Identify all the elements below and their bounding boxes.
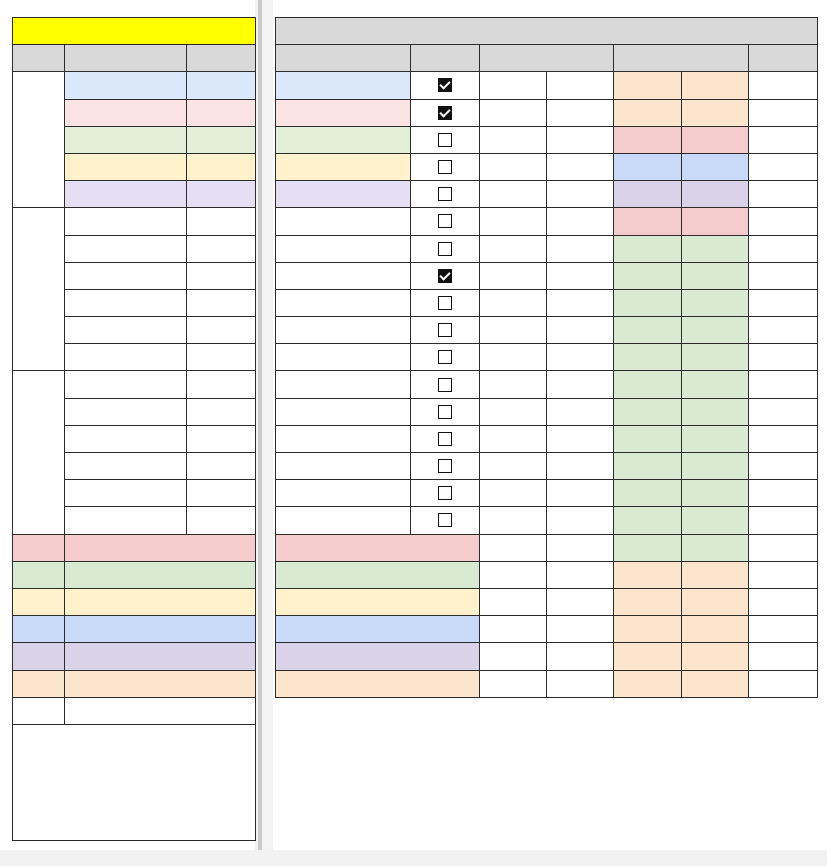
result-cell bbox=[411, 344, 480, 371]
table-row bbox=[276, 99, 818, 126]
summary-value bbox=[276, 561, 480, 588]
checkbox-icon[interactable] bbox=[438, 405, 452, 419]
total-label bbox=[13, 697, 65, 724]
content-b[interactable] bbox=[682, 670, 749, 697]
summary-label bbox=[13, 534, 65, 561]
table-row bbox=[276, 181, 818, 208]
time-start bbox=[480, 99, 547, 126]
table-row bbox=[276, 616, 818, 643]
item-value[interactable] bbox=[187, 480, 256, 507]
expense-cell[interactable] bbox=[749, 235, 818, 262]
item-value[interactable] bbox=[187, 235, 256, 262]
expense-cell[interactable] bbox=[749, 344, 818, 371]
content-b[interactable] bbox=[682, 344, 749, 371]
item-value[interactable] bbox=[187, 398, 256, 425]
result-cell bbox=[411, 181, 480, 208]
time-end bbox=[547, 670, 614, 697]
time-end bbox=[547, 588, 614, 615]
header-row bbox=[276, 45, 818, 72]
time-start bbox=[480, 425, 547, 452]
total-value bbox=[65, 697, 256, 724]
time-start bbox=[480, 507, 547, 534]
summary-row bbox=[13, 616, 256, 643]
header-result bbox=[411, 45, 480, 72]
checkbox-checked-icon[interactable] bbox=[438, 78, 452, 92]
summary-row bbox=[13, 534, 256, 561]
summary-value bbox=[276, 616, 480, 643]
table-row bbox=[276, 398, 818, 425]
time-start bbox=[480, 72, 547, 99]
table-row bbox=[276, 561, 818, 588]
item-value[interactable] bbox=[187, 153, 256, 180]
list-item bbox=[13, 208, 256, 235]
goal-cell[interactable] bbox=[276, 126, 411, 153]
checkbox-icon[interactable] bbox=[438, 486, 452, 500]
content-a[interactable] bbox=[614, 616, 682, 643]
checkbox-icon[interactable] bbox=[438, 350, 452, 364]
summary-value bbox=[65, 588, 256, 615]
item-value[interactable] bbox=[187, 344, 256, 371]
item-name[interactable] bbox=[65, 99, 187, 126]
content-b[interactable] bbox=[682, 126, 749, 153]
goal-cell[interactable] bbox=[276, 153, 411, 180]
sheet-title bbox=[13, 18, 256, 45]
item-name[interactable] bbox=[65, 425, 187, 452]
item-name[interactable] bbox=[65, 153, 187, 180]
diary-row bbox=[13, 724, 256, 840]
item-value[interactable] bbox=[187, 181, 256, 208]
content-b[interactable] bbox=[682, 289, 749, 316]
time-end bbox=[547, 507, 614, 534]
checkbox-icon[interactable] bbox=[438, 513, 452, 527]
time-end bbox=[547, 616, 614, 643]
time-end bbox=[547, 344, 614, 371]
content-a[interactable] bbox=[614, 534, 682, 561]
table-row bbox=[276, 480, 818, 507]
item-name[interactable] bbox=[65, 72, 187, 99]
goal-cell[interactable] bbox=[276, 99, 411, 126]
goal-cell[interactable] bbox=[276, 181, 411, 208]
total-row bbox=[13, 697, 256, 724]
title-row bbox=[13, 18, 256, 45]
content-b[interactable] bbox=[682, 643, 749, 670]
summary-value bbox=[65, 670, 256, 697]
checkbox-checked-icon[interactable] bbox=[438, 106, 452, 120]
summary-label bbox=[13, 670, 65, 697]
item-name[interactable] bbox=[65, 126, 187, 153]
result-cell bbox=[411, 262, 480, 289]
content-a[interactable] bbox=[614, 643, 682, 670]
item-name[interactable] bbox=[65, 262, 187, 289]
goal-cell[interactable] bbox=[276, 371, 411, 398]
time-start bbox=[480, 126, 547, 153]
time-start bbox=[480, 181, 547, 208]
goal-cell[interactable] bbox=[276, 289, 411, 316]
group-label bbox=[13, 208, 65, 371]
date-title bbox=[276, 18, 818, 45]
content-a[interactable] bbox=[614, 507, 682, 534]
time-end bbox=[547, 398, 614, 425]
time-end bbox=[547, 453, 614, 480]
expense-cell[interactable] bbox=[749, 371, 818, 398]
result-cell bbox=[411, 235, 480, 262]
table-row bbox=[276, 534, 818, 561]
item-value[interactable] bbox=[187, 126, 256, 153]
checkbox-icon[interactable] bbox=[438, 296, 452, 310]
goal-cell[interactable] bbox=[276, 453, 411, 480]
content-b[interactable] bbox=[682, 235, 749, 262]
item-value[interactable] bbox=[187, 507, 256, 534]
item-name[interactable] bbox=[65, 398, 187, 425]
item-name[interactable] bbox=[65, 208, 187, 235]
time-start bbox=[480, 670, 547, 697]
checkbox-icon[interactable] bbox=[438, 214, 452, 228]
time-start bbox=[480, 561, 547, 588]
table-row bbox=[276, 670, 818, 697]
expense-cell[interactable] bbox=[749, 317, 818, 344]
content-a[interactable] bbox=[614, 317, 682, 344]
time-start bbox=[480, 208, 547, 235]
expense-cell[interactable] bbox=[749, 262, 818, 289]
content-a[interactable] bbox=[614, 561, 682, 588]
time-end bbox=[547, 72, 614, 99]
time-start bbox=[480, 153, 547, 180]
table-row bbox=[276, 344, 818, 371]
time-start bbox=[480, 235, 547, 262]
table-row bbox=[276, 371, 818, 398]
time-end bbox=[547, 99, 614, 126]
expense-cell[interactable] bbox=[749, 208, 818, 235]
expense-cell[interactable] bbox=[749, 643, 818, 670]
time-start bbox=[480, 480, 547, 507]
summary-value bbox=[65, 616, 256, 643]
expense-cell[interactable] bbox=[749, 588, 818, 615]
item-value[interactable] bbox=[187, 262, 256, 289]
summary-label bbox=[13, 616, 65, 643]
expense-cell[interactable] bbox=[749, 99, 818, 126]
summary-row bbox=[13, 643, 256, 670]
item-value[interactable] bbox=[187, 425, 256, 452]
summary-label bbox=[13, 561, 65, 588]
table-row bbox=[276, 72, 818, 99]
table-row bbox=[276, 126, 818, 153]
item-value[interactable] bbox=[187, 453, 256, 480]
time-end bbox=[547, 208, 614, 235]
item-name[interactable] bbox=[65, 371, 187, 398]
time-end bbox=[547, 317, 614, 344]
content-a[interactable] bbox=[614, 588, 682, 615]
goal-cell[interactable] bbox=[276, 208, 411, 235]
summary-value bbox=[276, 643, 480, 670]
item-name[interactable] bbox=[65, 289, 187, 316]
table-row bbox=[276, 643, 818, 670]
list-item bbox=[13, 371, 256, 398]
goal-cell[interactable] bbox=[276, 317, 411, 344]
goal-cell[interactable] bbox=[276, 398, 411, 425]
time-start bbox=[480, 588, 547, 615]
checkbox-checked-icon[interactable] bbox=[438, 269, 452, 283]
time-end bbox=[547, 181, 614, 208]
content-a[interactable] bbox=[614, 262, 682, 289]
time-start bbox=[480, 453, 547, 480]
content-a[interactable] bbox=[614, 289, 682, 316]
content-b[interactable] bbox=[682, 588, 749, 615]
result-cell bbox=[411, 507, 480, 534]
result-cell bbox=[411, 371, 480, 398]
expense-cell[interactable] bbox=[749, 72, 818, 99]
checkbox-icon[interactable] bbox=[438, 432, 452, 446]
summary-row bbox=[13, 561, 256, 588]
result-cell bbox=[411, 126, 480, 153]
header-expense bbox=[749, 45, 818, 72]
item-value[interactable] bbox=[187, 99, 256, 126]
table-row bbox=[276, 235, 818, 262]
time-end bbox=[547, 371, 614, 398]
summary-value bbox=[276, 588, 480, 615]
header-2 bbox=[187, 45, 256, 72]
item-value[interactable] bbox=[187, 371, 256, 398]
time-start bbox=[480, 534, 547, 561]
time-start bbox=[480, 371, 547, 398]
right-panel-table bbox=[275, 17, 818, 698]
result-cell bbox=[411, 453, 480, 480]
expense-cell[interactable] bbox=[749, 480, 818, 507]
time-end bbox=[547, 262, 614, 289]
table-row bbox=[276, 208, 818, 235]
content-a[interactable] bbox=[614, 453, 682, 480]
table-row bbox=[276, 317, 818, 344]
header-0 bbox=[13, 45, 65, 72]
goal-cell[interactable] bbox=[276, 72, 411, 99]
summary-row bbox=[13, 588, 256, 615]
goal-cell[interactable] bbox=[276, 262, 411, 289]
expense-cell[interactable] bbox=[749, 425, 818, 452]
content-a[interactable] bbox=[614, 208, 682, 235]
list-item bbox=[13, 72, 256, 99]
time-end bbox=[547, 153, 614, 180]
expense-cell[interactable] bbox=[749, 153, 818, 180]
table-row bbox=[276, 153, 818, 180]
content-b[interactable] bbox=[682, 480, 749, 507]
expense-cell[interactable] bbox=[749, 616, 818, 643]
content-a[interactable] bbox=[614, 235, 682, 262]
content-b[interactable] bbox=[682, 153, 749, 180]
content-a[interactable] bbox=[614, 126, 682, 153]
item-name[interactable] bbox=[65, 181, 187, 208]
content-b[interactable] bbox=[682, 208, 749, 235]
item-name[interactable] bbox=[65, 317, 187, 344]
content-a[interactable] bbox=[614, 344, 682, 371]
table-row bbox=[276, 588, 818, 615]
result-cell bbox=[411, 398, 480, 425]
content-a[interactable] bbox=[614, 398, 682, 425]
content-b[interactable] bbox=[682, 371, 749, 398]
result-cell bbox=[411, 208, 480, 235]
checkbox-icon[interactable] bbox=[438, 187, 452, 201]
summary-label bbox=[13, 643, 65, 670]
content-b[interactable] bbox=[682, 72, 749, 99]
summary-value bbox=[65, 643, 256, 670]
content-b[interactable] bbox=[682, 453, 749, 480]
time-end bbox=[547, 643, 614, 670]
summary-value bbox=[276, 534, 480, 561]
expense-cell[interactable] bbox=[749, 453, 818, 480]
result-cell bbox=[411, 289, 480, 316]
time-end bbox=[547, 289, 614, 316]
content-b[interactable] bbox=[682, 425, 749, 452]
goal-cell[interactable] bbox=[276, 344, 411, 371]
checkbox-icon[interactable] bbox=[438, 378, 452, 392]
goal-cell[interactable] bbox=[276, 235, 411, 262]
time-start bbox=[480, 344, 547, 371]
item-value[interactable] bbox=[187, 72, 256, 99]
content-b[interactable] bbox=[682, 99, 749, 126]
time-end bbox=[547, 425, 614, 452]
goal-cell[interactable] bbox=[276, 480, 411, 507]
left-panel-table bbox=[12, 17, 256, 841]
content-b[interactable] bbox=[682, 262, 749, 289]
expense-cell[interactable] bbox=[749, 670, 818, 697]
sheet-gutter bbox=[255, 0, 273, 866]
item-value[interactable] bbox=[187, 208, 256, 235]
time-end bbox=[547, 480, 614, 507]
content-b[interactable] bbox=[682, 181, 749, 208]
summary-value bbox=[276, 670, 480, 697]
time-start bbox=[480, 289, 547, 316]
expense-cell[interactable] bbox=[749, 126, 818, 153]
expense-cell[interactable] bbox=[749, 181, 818, 208]
date-row bbox=[276, 18, 818, 45]
content-a[interactable] bbox=[614, 153, 682, 180]
time-start bbox=[480, 262, 547, 289]
expense-cell[interactable] bbox=[749, 561, 818, 588]
content-b[interactable] bbox=[682, 616, 749, 643]
content-a[interactable] bbox=[614, 72, 682, 99]
content-b[interactable] bbox=[682, 561, 749, 588]
table-row bbox=[276, 262, 818, 289]
content-a[interactable] bbox=[614, 670, 682, 697]
expense-cell[interactable] bbox=[749, 534, 818, 561]
item-name[interactable] bbox=[65, 453, 187, 480]
content-b[interactable] bbox=[682, 317, 749, 344]
item-name[interactable] bbox=[65, 235, 187, 262]
checkbox-icon[interactable] bbox=[438, 323, 452, 337]
content-b[interactable] bbox=[682, 507, 749, 534]
result-cell bbox=[411, 317, 480, 344]
gutter-divider bbox=[258, 0, 262, 866]
time-start bbox=[480, 616, 547, 643]
time-end bbox=[547, 534, 614, 561]
result-cell bbox=[411, 480, 480, 507]
header-goal bbox=[276, 45, 411, 72]
content-a[interactable] bbox=[614, 425, 682, 452]
result-cell bbox=[411, 99, 480, 126]
checkbox-icon[interactable] bbox=[438, 133, 452, 147]
summary-row bbox=[13, 670, 256, 697]
time-start bbox=[480, 398, 547, 425]
diary-label bbox=[13, 724, 256, 840]
content-b[interactable] bbox=[682, 398, 749, 425]
time-end bbox=[547, 126, 614, 153]
table-row bbox=[276, 507, 818, 534]
expense-cell[interactable] bbox=[749, 398, 818, 425]
table-row bbox=[276, 453, 818, 480]
item-name[interactable] bbox=[65, 480, 187, 507]
item-name[interactable] bbox=[65, 507, 187, 534]
group-label bbox=[13, 371, 65, 534]
content-a[interactable] bbox=[614, 181, 682, 208]
time-end bbox=[547, 561, 614, 588]
item-name[interactable] bbox=[65, 344, 187, 371]
checkbox-icon[interactable] bbox=[438, 459, 452, 473]
checkbox-icon[interactable] bbox=[438, 160, 452, 174]
header-content bbox=[614, 45, 749, 72]
summary-label bbox=[13, 588, 65, 615]
checkbox-icon[interactable] bbox=[438, 242, 452, 256]
header-1 bbox=[65, 45, 187, 72]
group-label bbox=[13, 72, 65, 208]
time-start bbox=[480, 317, 547, 344]
goal-cell[interactable] bbox=[276, 425, 411, 452]
content-a[interactable] bbox=[614, 99, 682, 126]
time-end bbox=[547, 235, 614, 262]
summary-value bbox=[65, 534, 256, 561]
item-value[interactable] bbox=[187, 317, 256, 344]
content-a[interactable] bbox=[614, 480, 682, 507]
result-cell bbox=[411, 425, 480, 452]
expense-cell[interactable] bbox=[749, 507, 818, 534]
expense-cell[interactable] bbox=[749, 289, 818, 316]
header-time bbox=[480, 45, 614, 72]
result-cell bbox=[411, 72, 480, 99]
item-value[interactable] bbox=[187, 289, 256, 316]
header-row bbox=[13, 45, 256, 72]
summary-value bbox=[65, 561, 256, 588]
content-a[interactable] bbox=[614, 371, 682, 398]
content-b[interactable] bbox=[682, 534, 749, 561]
result-cell bbox=[411, 153, 480, 180]
time-start bbox=[480, 643, 547, 670]
bottom-strip bbox=[0, 850, 827, 866]
goal-cell[interactable] bbox=[276, 507, 411, 534]
table-row bbox=[276, 289, 818, 316]
table-row bbox=[276, 425, 818, 452]
